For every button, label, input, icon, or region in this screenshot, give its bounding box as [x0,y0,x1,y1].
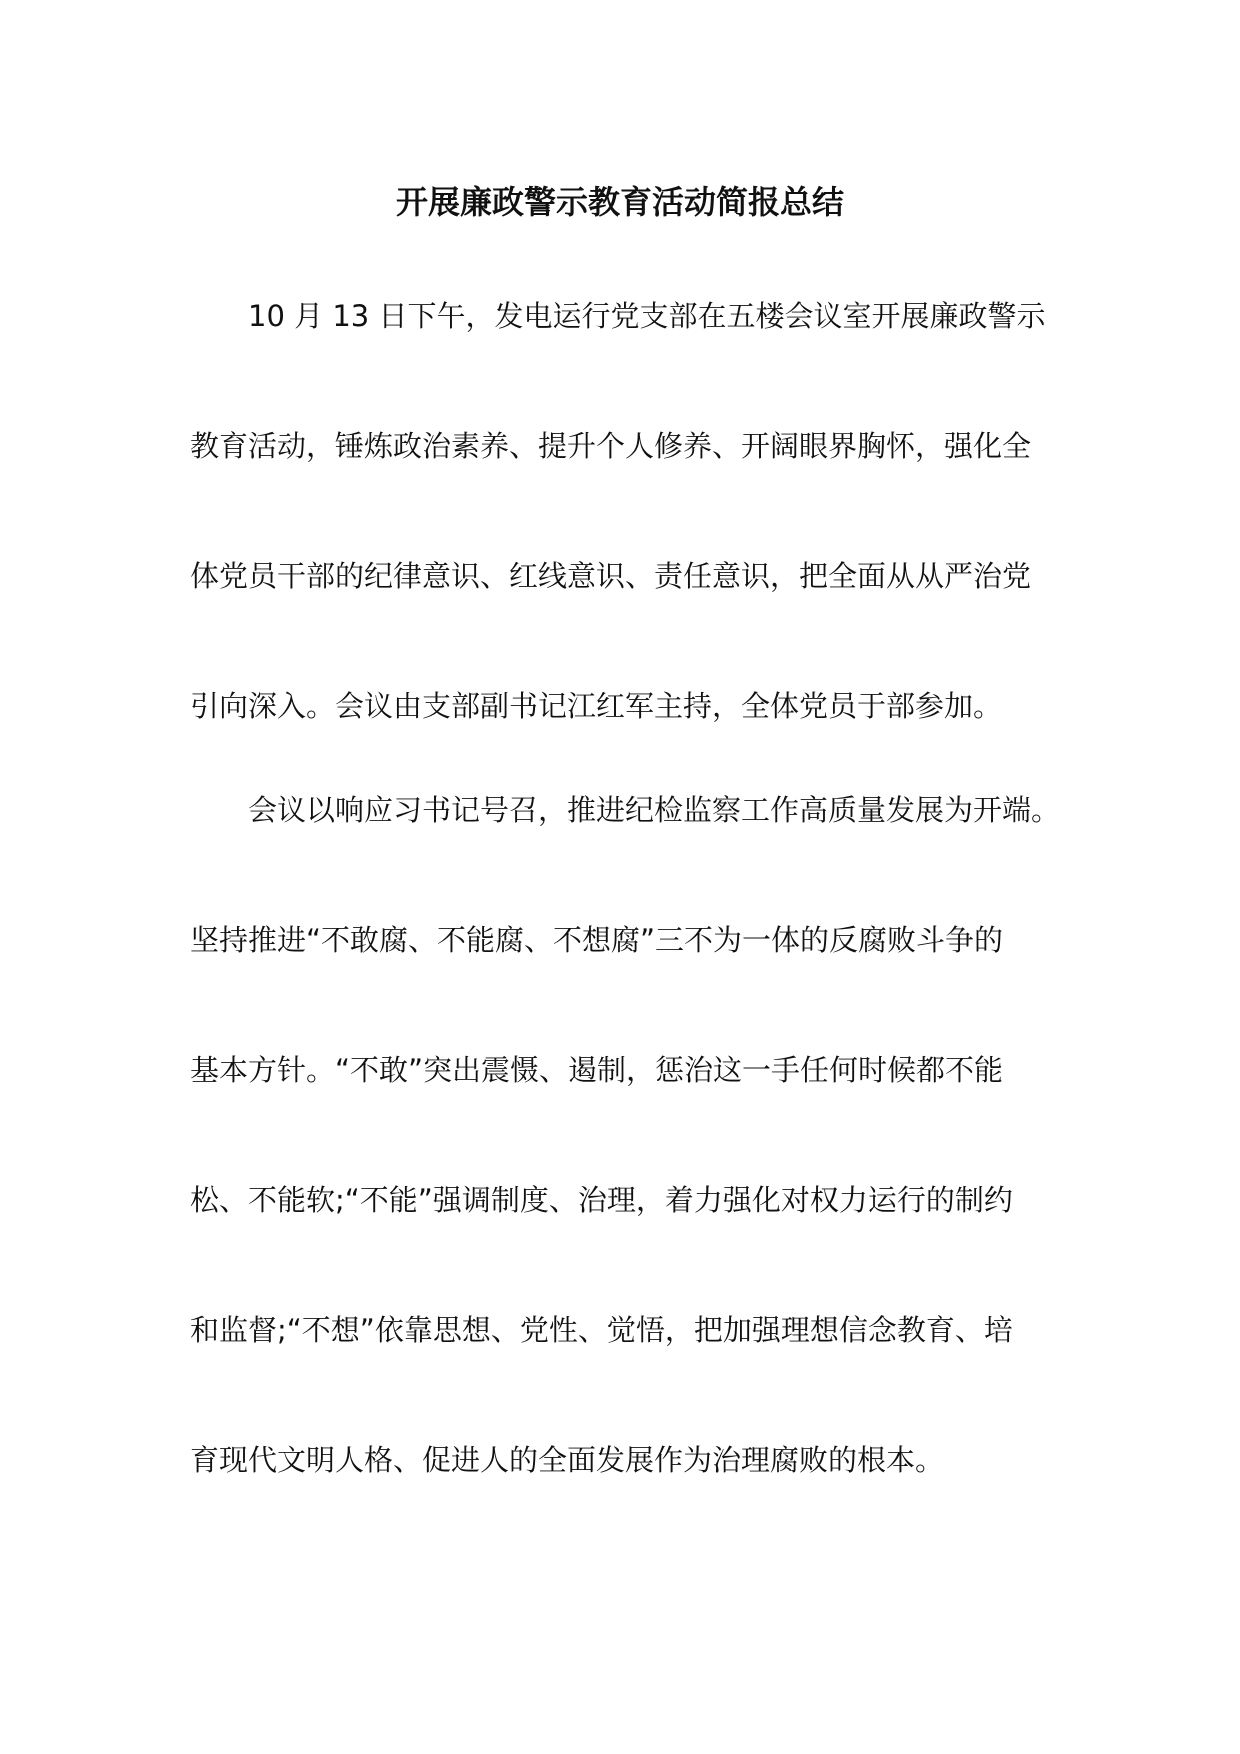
paragraph-line: 引向深入。会议由支部副书记江红军主持，全体党员于部参加。 [190,689,1003,723]
document-title: 开展廉政警示教育活动简报总结 [395,183,844,221]
paragraph-line: 基本方针。“不敢”突出震慑、遏制，惩治这一手任何时候都不能 [190,1053,1004,1087]
paragraph-line: 松、不能软;“不能”强调制度、治理，着力强化对权力运行的制约 [190,1183,1013,1217]
paragraph-line: 坚持推进“不敢腐、不能腐、不想腐”三不为一体的反腐败斗争的 [190,923,1004,957]
paragraph-line: 教育活动，锤炼政治素养、提升个人修养、开阔眼界胸怀，强化全 [190,429,1032,463]
paragraph-line: 体党员干部的纪律意识、红线意识、责任意识，把全面从从严治党 [190,559,1032,593]
paragraph-line: 10 月 13 日下午，发电运行党支部在五楼会议室开展廉政警示 [248,299,1046,333]
paragraph-line: 会议以响应习书记号召，推进纪检监察工作高质量发展为开端。 [248,793,1061,827]
paragraph-line: 和监督;“不想”依靠思想、党性、觉悟，把加强理想信念教育、培 [190,1313,1013,1347]
paragraph-line: 育现代文明人格、促进人的全面发展作为治理腐败的根本。 [190,1443,945,1477]
